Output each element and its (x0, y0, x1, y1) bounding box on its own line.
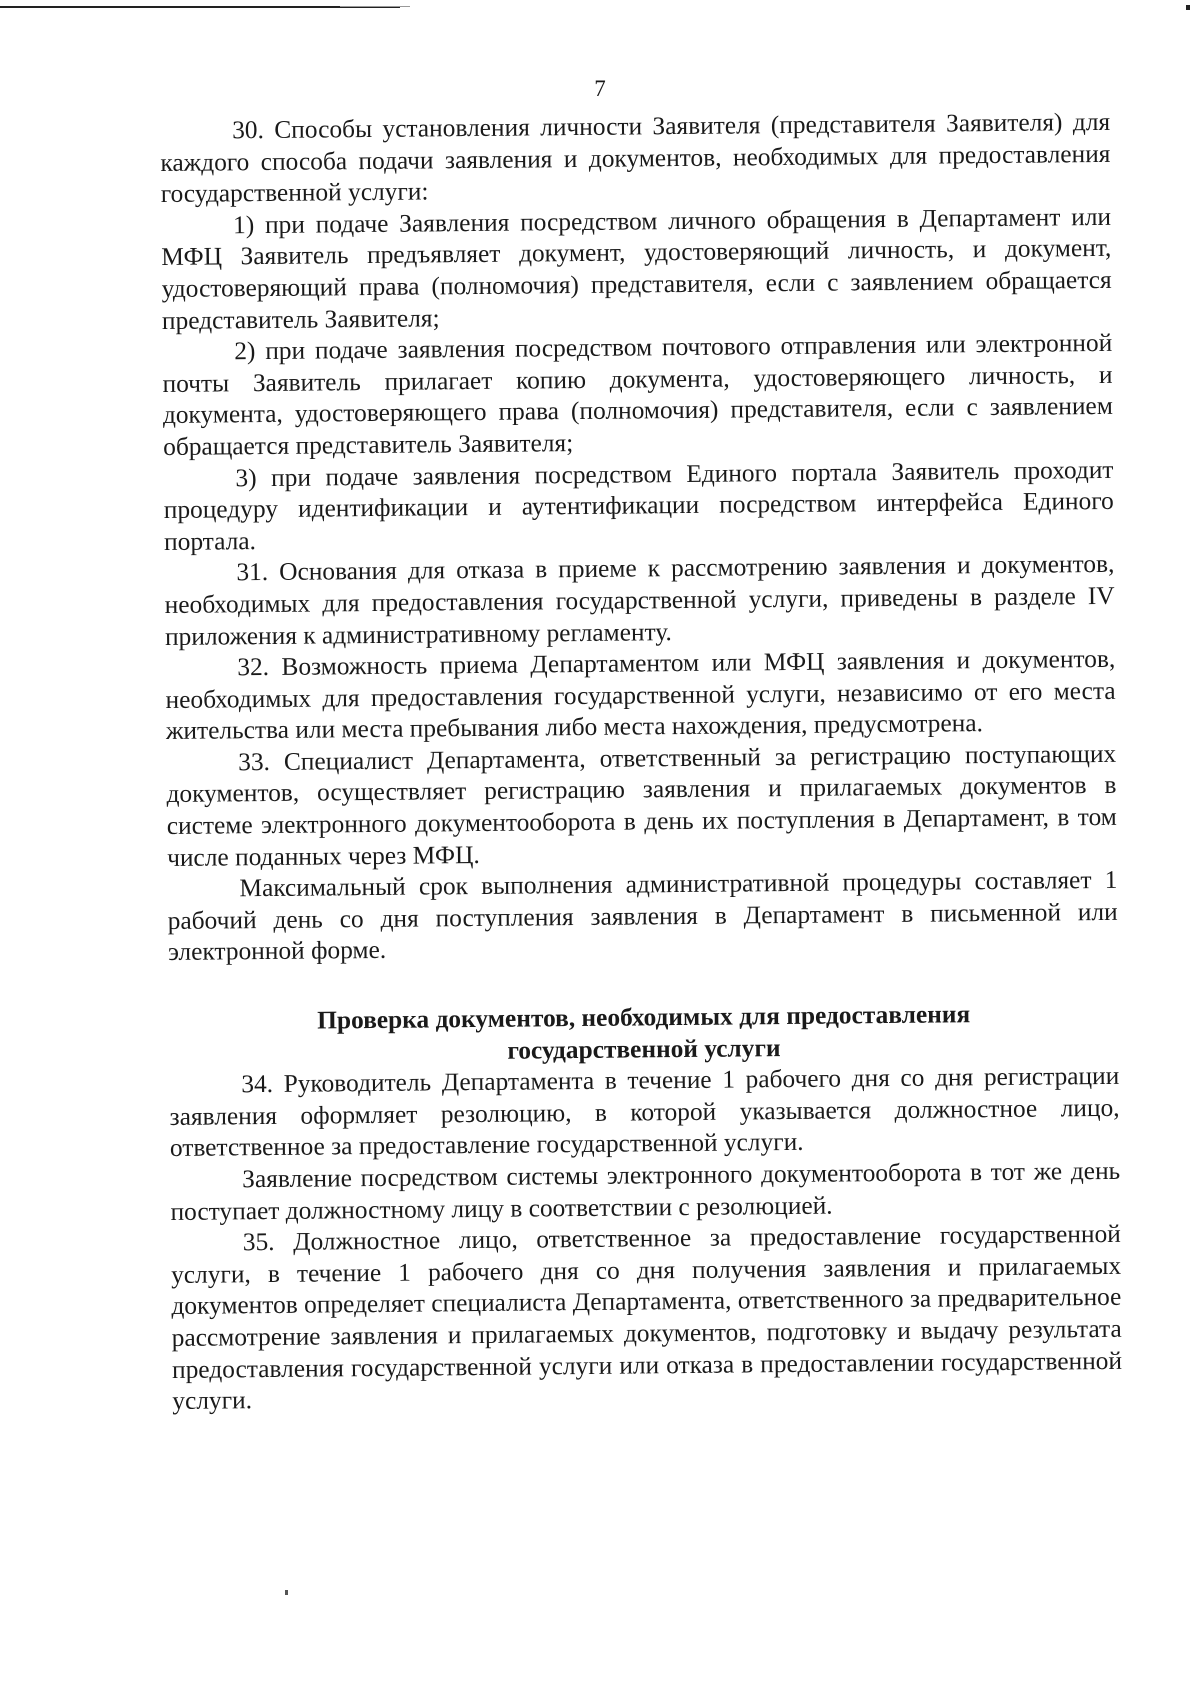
paragraph-33-deadline: Максимальный срок выполнения административной процедуры составляет 1 рабочий день со дня поступления заявления в Департамент в письменной или электронной форме. (167, 866, 1118, 967)
paragraph-34-routing: Заявление посредством системы электронного документооборота в тот же день поступает должностному лицу в соответствии с резолюцией. (170, 1156, 1121, 1226)
paragraph-30: 30. Способы установления личности Заявителя (представителя Заявителя) для каждого способа подачи заявления и документов, необходимых для предоставления государственной услуги: (160, 107, 1111, 209)
paragraph-35: 35. Должностное лицо, ответственное за предоставление государственной услуги, в течение 1 рабочего дня со дня получения заявления и прилагаемых документов определяет специалиста Департамента, ответственного за предварительное рассмотрение заявления и прилагаемых документов, подготовку и выдачу результата предоставления государственной услуги или отказа в предоставлении государственной услуги. (170, 1220, 1123, 1416)
scan-mark (1186, 5, 1190, 10)
scan-speck (285, 1590, 288, 1595)
section-heading-line-1: Проверка документов, необходимых для предоставления (317, 1000, 971, 1035)
scan-edge-line-faint (340, 6, 410, 7)
paragraph-31: 31. Основания для отказа в приеме к рассмотрению заявления и документов, необходимых для предоставления государственной услуги, приведены в разделе IV приложения к административному регламенту. (164, 550, 1115, 651)
section-heading-line-2: государственной услуги (507, 1033, 781, 1065)
section-heading (169, 998, 1120, 1070)
paragraph-30-item-1: 1) при подаче Заявления посредством личного обращения в Департамент или МФЦ Заявитель предъявляет документ, удостоверяющий личность, и документ, удостоверяющий права (полномочия) представителя, если с заявлением обращается представитель Заявителя; (161, 202, 1112, 335)
paragraph-33: 33. Специалист Департамента, ответственный за регистрацию поступающих документов, осуществляет регистрацию заявления и прилагаемых документов в системе электронного документооборота в день их поступления в Департамент, в том числе поданных через МФЦ. (166, 739, 1117, 872)
paragraph-34: 34. Руководитель Департамента в течение 1 рабочего дня со дня регистрации заявления оформляет резолюцию, в которой указывается должностное лицо, ответственное за предоставление государственной услуги. (169, 1062, 1120, 1163)
document-body (160, 107, 1122, 1418)
paragraph-30-item-3: 3) при подаче заявления посредством Единого портала Заявитель проходит процедуру идентификации и аутентификации посредством интерфейса Единого портала. (163, 455, 1114, 556)
paragraph-30-item-2: 2) при подаче заявления посредством почтового отправления или электронной почты Заявитель прилагает копию документа, удостоверяющего личность, и документа, удостоверяющего права (полномочия) представителя, если с заявлением обращается представитель Заявителя; (162, 329, 1113, 461)
paragraph-32: 32. Возможность приема Департаментом или МФЦ заявления и документов, необходимых для предоставления государственной услуги, независимо от его места жительства или места пребывания либо места нахождения, предусмотрена. (165, 644, 1116, 746)
page-number: 7 (594, 76, 606, 101)
